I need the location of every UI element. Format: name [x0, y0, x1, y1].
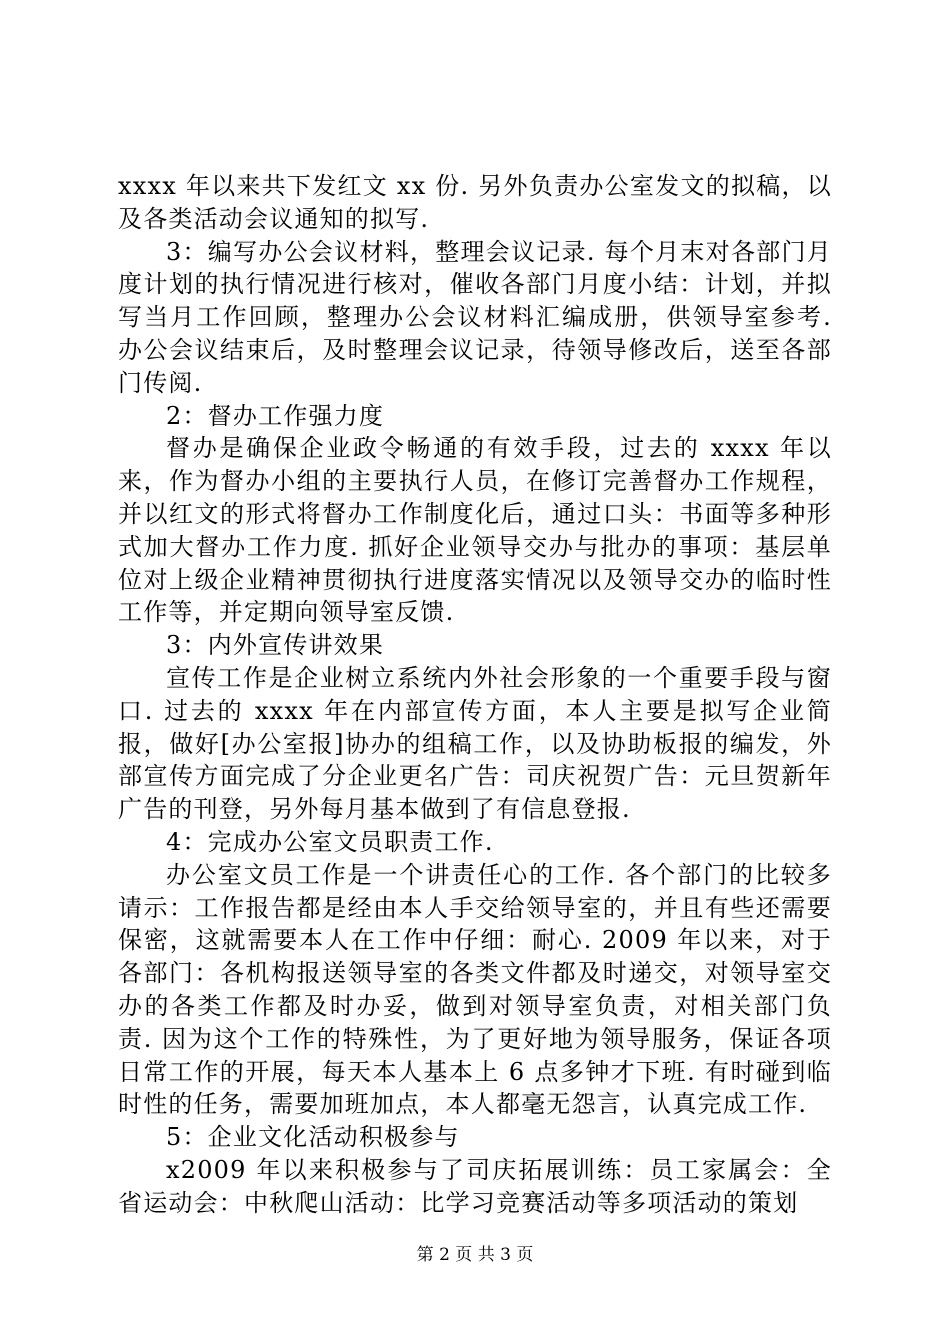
page-number-footer: 第 2 页 共 3 页	[416, 1245, 534, 1265]
paragraph: 3：编写办公会议材料，整理会议记录. 每个月末对各部门月度计划的执行情况进行核对，催收各部门月度小结：计划，并拟写当月工作回顾，整理办公会议材料汇编成册，供领导室参考. 办公会议结束后，及时整理会议记录，待领导修改后，送至各部门传阅.	[118, 237, 832, 397]
paragraph: 督办是确保企业政令畅通的有效手段，过去的 xxxx 年以来，作为督办小组的主要执行人员，在修订完善督办工作规程，并以红文的形式将督办工作制度化后，通过口头：书面等多种形式加大督办工作力度. 抓好企业领导交办与批办的事项：基层单位对上级企业精神贯彻执行进度落实情况以及领导交办的临时性工作等，并定期向领导室反馈.	[118, 434, 832, 627]
paragraph: xxxx 年以来共下发红文 xx 份. 另外负责办公室发文的拟稿，以及各类活动会议通知的拟写.	[118, 172, 832, 233]
document-body	[118, 170, 832, 1220]
paragraph: 办公室文员工作是一个讲责任心的工作. 各个部门的比较多请示：工作报告都是经由本人手交给领导室的，并且有些还需要保密，这就需要本人在工作中仔细：耐心. 2009 年以来，对于各部门：各机构报送领导室的各类文件都及时递交，对领导室交办的各类工作都及时办妥，做到对领导室负责，对相关部门负责. 因为这个工作的特殊性，为了更好地为领导服务，保证各项日常工作的开展，每天本人基本上 6 点多钟才下班. 有时碰到临时性的任务，需要加班加点，本人都毫无怨言，认真完成工作.	[118, 860, 832, 1119]
section-heading: 3：内外宣传讲效果	[166, 631, 385, 660]
section-heading: 4：完成办公室文员职责工作.	[166, 827, 494, 856]
paragraph: x2009 年以来积极参与了司庆拓展训练：员工家属会：全省运动会：中秋爬山活动：比学习竞赛活动等多项活动的策划	[118, 1155, 832, 1217]
paragraph: 宣传工作是企业树立系统内外社会形象的一个重要手段与窗口. 过去的 xxxx 年在内部宣传方面，本人主要是拟写企业简报，做好[办公室报]协办的组稿工作，以及协助板报的编发，外部宣传方面完成了分企业更名广告：司庆祝贺广告：元旦贺新年广告的刊登，另外每月基本做到了有信息登报.	[118, 663, 832, 824]
section-heading: 5：企业文化活动积极参与	[166, 1123, 460, 1152]
section-heading: 2：督办工作强力度	[166, 401, 385, 430]
